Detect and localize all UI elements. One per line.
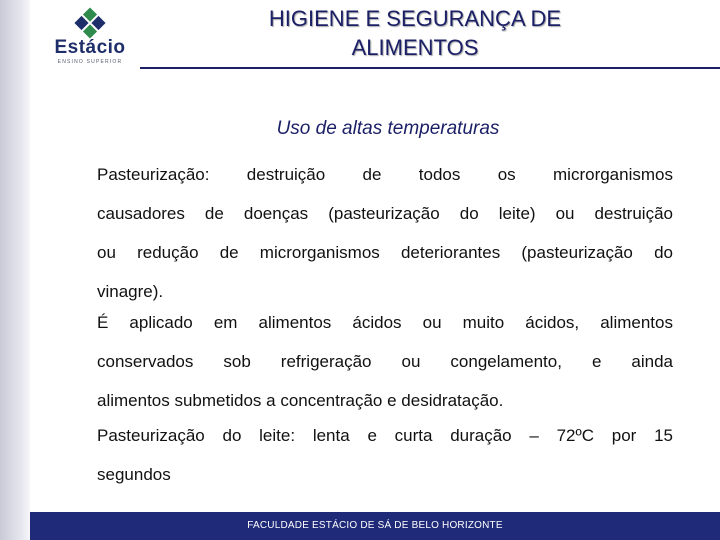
paragraph-line: É aplicado em alimentos ácidos ou muito ácidos, alimentos xyxy=(97,313,673,332)
title-line-1: HIGIENE E SEGURANÇA DE xyxy=(268,6,562,31)
logo-name: Estácio xyxy=(54,37,126,58)
paragraph-milk-pasteurization xyxy=(97,416,673,494)
slide-title xyxy=(200,4,630,62)
paragraph-line: vinagre). xyxy=(97,282,164,301)
paragraph-line: segundos xyxy=(97,465,171,484)
footer-text: FACULDADE ESTÁCIO DE SÁ DE BELO HORIZONTE xyxy=(247,520,503,531)
paragraph-line: Pasteurização do leite: lenta e curta duração – 72ºC por 15 xyxy=(97,426,673,445)
title-underline xyxy=(140,67,720,69)
paragraph-line: Pasteurização: destruição de todos os microrganismos xyxy=(97,165,673,184)
logo-emblem-icon xyxy=(44,6,136,40)
title-line-2: ALIMENTOS xyxy=(351,35,479,60)
estacio-logo xyxy=(44,6,136,65)
left-decorative-bar xyxy=(0,0,30,540)
paragraph-pasteurization-definition xyxy=(97,155,673,311)
slide-subtitle: Uso de altas temperaturas xyxy=(276,118,500,139)
logo-tagline: ENSINO SUPERIOR xyxy=(57,59,123,65)
paragraph-line: ou redução de microrganismos deteriorantes (pasteurização do xyxy=(97,243,673,262)
paragraph-line: conservados sob refrigeração ou congelamento, e ainda xyxy=(97,352,673,371)
paragraph-line: causadores de doenças (pasteurização do leite) ou destruição xyxy=(97,204,673,223)
footer-bar xyxy=(30,512,720,540)
paragraph-line: alimentos submetidos a concentração e desidratação. xyxy=(97,391,504,410)
paragraph-application xyxy=(97,303,673,420)
